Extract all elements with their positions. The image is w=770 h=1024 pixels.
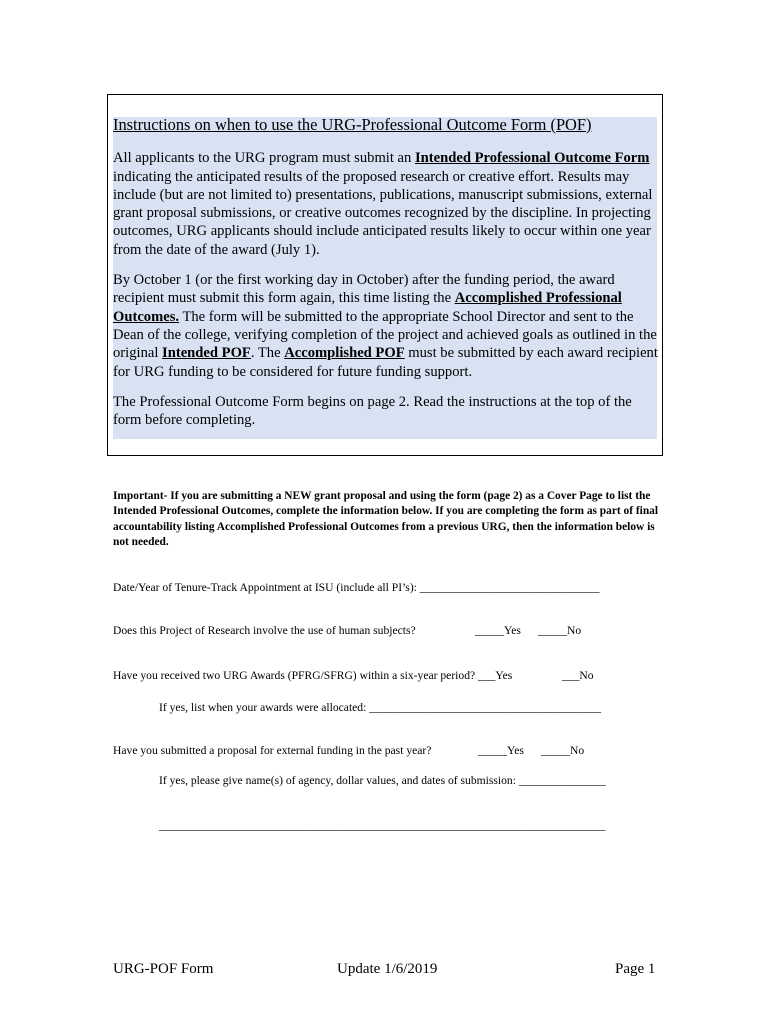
tenure-appointment-field[interactable]: Date/Year of Tenure-Track Appointment at ISU (include all PI’s): _______________________________ [113,581,600,594]
p2-text-g: must be submitted by each award recipient for URG funding to be considered for future funding support. [113,345,658,380]
two-urg-awards-question[interactable]: Have you received two URG Awards (PFRG/SFRG) within a six-year period? ___Yes [113,669,513,682]
human-subjects-yes[interactable]: _____Yes [475,624,521,637]
two-urg-awards-no[interactable]: ___No [562,669,594,682]
footer-page-number: Page 1 [615,961,656,977]
awards-allocated-field[interactable]: If yes, list when your awards were allocated: ________________________________________ [159,701,602,714]
p2-text-c: The form will be submitted to the appropriate School Director and sent to the Dean of the college, verifying completion of the project and achieved goals as outlined in the original [113,308,657,362]
human-subjects-no[interactable]: _____No [538,624,582,637]
footer-update-date: Update 1/6/2019 [337,961,438,977]
agency-details-line[interactable]: _____________________________________________________________________________ [159,819,606,832]
instructions-paragraph-1 [113,149,661,259]
agency-details-field[interactable]: If yes, please give name(s) of agency, dollar values, and dates of submission: _______________ [159,774,606,787]
instructions-content [113,116,661,441]
instructions-paragraph-3: The Professional Outcome Form begins on page 2. Read the instructions at the top of the form before completing. [113,393,632,429]
important-note: Important- If you are submitting a NEW grant proposal and using the form (page 2) as a Cover Page to list the Intended Professional Outcomes, complete the information below. If you are completing the form as part of final accountability listing Accomplished Professional Outcomes from a previous URG, then the information below is not needed. [113,490,659,549]
p2-text-e: . The [250,345,285,362]
external-funding-question: Have you submitted a proposal for external funding in the past year? [113,744,432,757]
intended-pof-term-2: Intended POF [162,345,251,362]
human-subjects-question: Does this Project of Research involve the use of human subjects? [113,624,416,637]
external-funding-yes[interactable]: _____Yes [478,744,524,757]
p2-text-a: By October 1 (or the first working day in October) after the funding period, the award recipient must submit this form again, this time listing the [113,272,615,307]
instructions-paragraph-2 [113,271,661,381]
accomplished-pof-term: Accomplished POF [284,345,405,362]
external-funding-no[interactable]: _____No [541,744,585,757]
accomplished-outcomes-term: Accomplished Professional Outcomes. [113,290,622,325]
p1-text-c: indicating the anticipated results of the proposed research or creative effort. Results may include (but are not limited to) presentations, publications, manuscript submissions, external grant proposal submissions, or creative outcomes recognized by the discipline. In projecting outcomes, URG applicants should include anticipated results likely to occur within one year from the date of the award (July 1). [113,168,653,258]
instructions-title: Instructions on when to use the URG-Professional Outcome Form (POF) [113,115,592,134]
footer-form-name: URG-POF Form [113,961,214,977]
p1-text-a: All applicants to the URG program must submit an [113,150,415,167]
intended-pof-term: Intended Professional Outcome Form [414,150,650,167]
